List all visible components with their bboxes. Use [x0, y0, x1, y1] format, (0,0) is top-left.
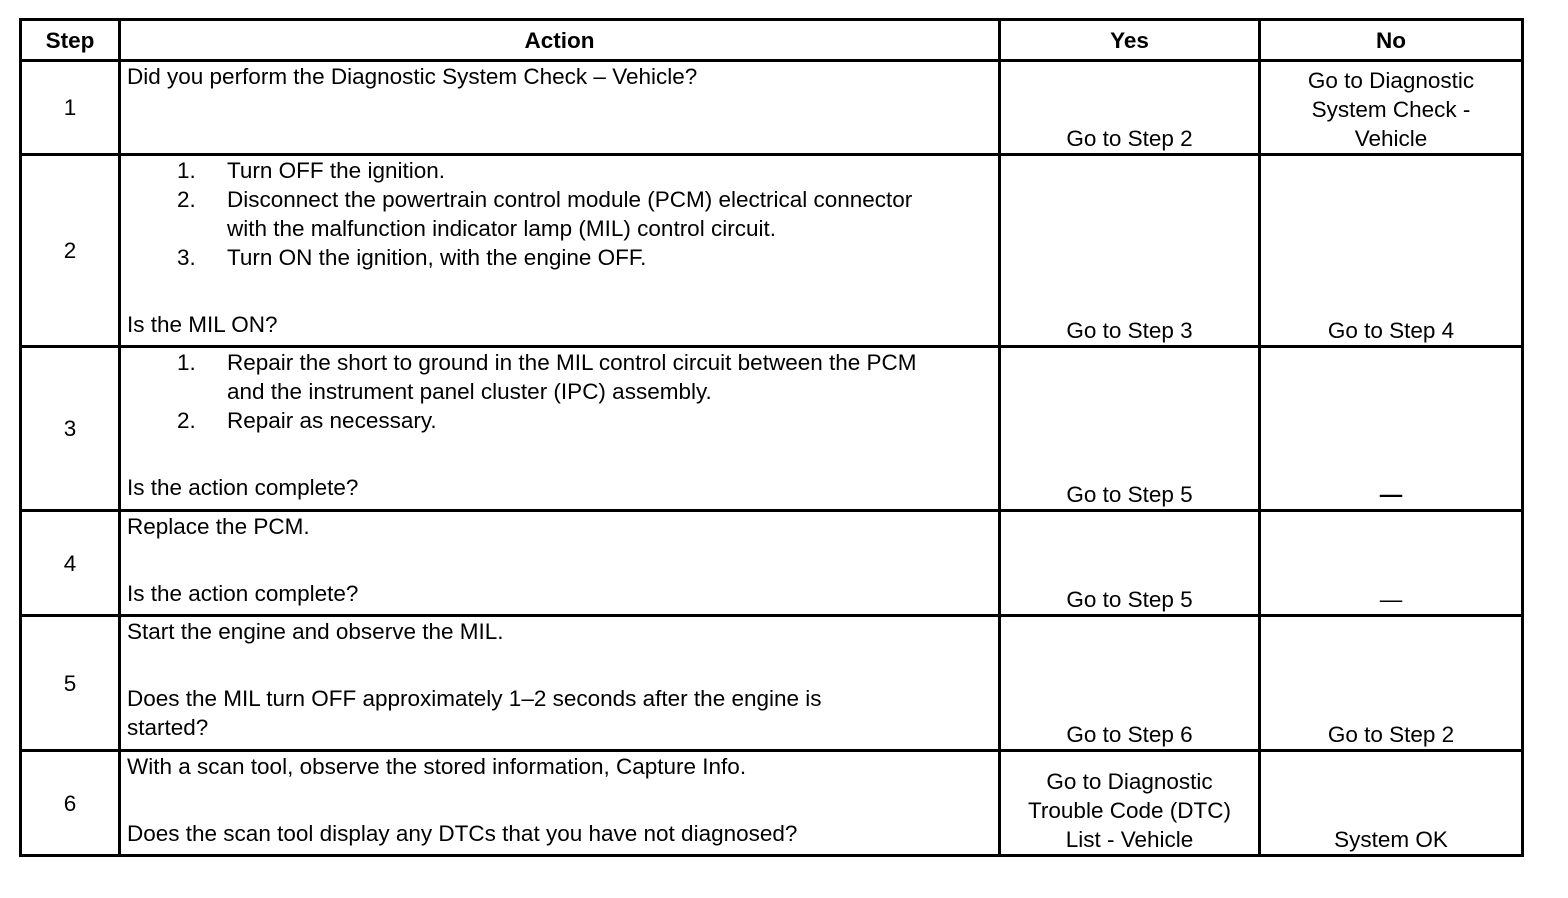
yes-result: Go to Step 5: [1066, 482, 1193, 507]
list-item-text: Disconnect the powertrain control module (PCM) electrical connector: [227, 187, 913, 212]
yes-cell: [1000, 61, 1260, 155]
yes-result: Go to Step 3: [1066, 318, 1193, 343]
list-item-text: and the instrument panel cluster (IPC) assembly.: [227, 379, 712, 404]
step-number: 5: [21, 616, 120, 751]
action-cell: [120, 751, 1000, 856]
table-row: [21, 61, 1523, 155]
yes-cell: [1000, 155, 1260, 347]
no-result-line: Vehicle: [1354, 126, 1428, 151]
action-cell: [120, 616, 1000, 751]
step-number: 6: [21, 751, 120, 856]
header-action: Action: [120, 20, 1000, 61]
action-list: [127, 348, 994, 435]
header-yes: Yes: [1000, 20, 1260, 61]
action-cell: [120, 155, 1000, 347]
header-no: No: [1260, 20, 1523, 61]
list-item-text: Turn ON the ignition, with the engine OFF.: [227, 245, 647, 270]
list-item-text: with the malfunction indicator lamp (MIL) control circuit.: [227, 216, 776, 241]
yes-result: Go to Step 6: [1066, 722, 1193, 747]
table-row: [21, 511, 1523, 616]
step-number: 1: [21, 61, 120, 155]
no-result: System OK: [1334, 827, 1448, 852]
yes-cell: [1000, 511, 1260, 616]
yes-cell: [1000, 616, 1260, 751]
list-item: [127, 243, 994, 272]
list-item: [127, 156, 994, 185]
list-item-number: 1.: [177, 158, 196, 183]
table-row: [21, 616, 1523, 751]
no-cell: [1260, 347, 1523, 511]
action-intro: Start the engine and observe the MIL.: [127, 619, 504, 644]
action-question: Is the action complete?: [127, 475, 359, 500]
action-intro: Did you perform the Diagnostic System Check – Vehicle?: [127, 64, 698, 89]
list-item-text: Repair the short to ground in the MIL control circuit between the PCM: [227, 350, 917, 375]
action-question: Is the MIL ON?: [127, 312, 278, 337]
no-result: —: [1379, 482, 1403, 507]
action-cell: [120, 511, 1000, 616]
no-cell: [1260, 155, 1523, 347]
list-item: [127, 185, 994, 243]
action-question: started?: [127, 715, 209, 740]
step-number: 4: [21, 511, 120, 616]
action-cell: [120, 61, 1000, 155]
list-item-number: 3.: [177, 245, 196, 270]
yes-result: Go to Step 2: [1066, 126, 1193, 151]
no-result-line: System Check -: [1311, 97, 1471, 122]
action-list: [127, 156, 994, 272]
table-row: [21, 751, 1523, 856]
yes-result-line: Trouble Code (DTC): [1028, 798, 1231, 823]
action-intro: With a scan tool, observe the stored information, Capture Info.: [127, 754, 747, 779]
list-item-number: 1.: [177, 350, 196, 375]
yes-cell: [1000, 751, 1260, 856]
action-cell: [120, 347, 1000, 511]
yes-result-line: List - Vehicle: [1065, 827, 1194, 852]
no-cell: [1260, 616, 1523, 751]
no-result: Go to Step 4: [1327, 318, 1455, 343]
action-question: Does the MIL turn OFF approximately 1–2 seconds after the engine is: [127, 686, 822, 711]
list-item-number: 2.: [177, 408, 196, 433]
no-cell: [1260, 511, 1523, 616]
table-row: [21, 347, 1523, 511]
list-item-text: Repair as necessary.: [227, 408, 437, 433]
header-row: [21, 20, 1523, 61]
action-intro: Replace the PCM.: [127, 514, 310, 539]
no-result: —: [1379, 587, 1403, 612]
no-cell: [1260, 61, 1523, 155]
list-item: [127, 348, 994, 406]
no-cell: [1260, 751, 1523, 856]
table-row: [21, 155, 1523, 347]
yes-cell: [1000, 347, 1260, 511]
action-question: Is the action complete?: [127, 581, 359, 606]
list-item: [127, 406, 994, 435]
diagnostic-table: [19, 18, 1524, 857]
step-number: 3: [21, 347, 120, 511]
yes-result: Go to Step 5: [1066, 587, 1193, 612]
yes-result-line: Go to Diagnostic: [1046, 769, 1213, 794]
no-result-line: Go to Diagnostic: [1307, 68, 1475, 93]
list-item-number: 2.: [177, 187, 196, 212]
action-question: Does the scan tool display any DTCs that you have not diagnosed?: [127, 821, 798, 846]
no-result: Go to Step 2: [1327, 722, 1455, 747]
step-number: 2: [21, 155, 120, 347]
header-step: Step: [21, 20, 120, 61]
list-item-text: Turn OFF the ignition.: [227, 158, 446, 183]
